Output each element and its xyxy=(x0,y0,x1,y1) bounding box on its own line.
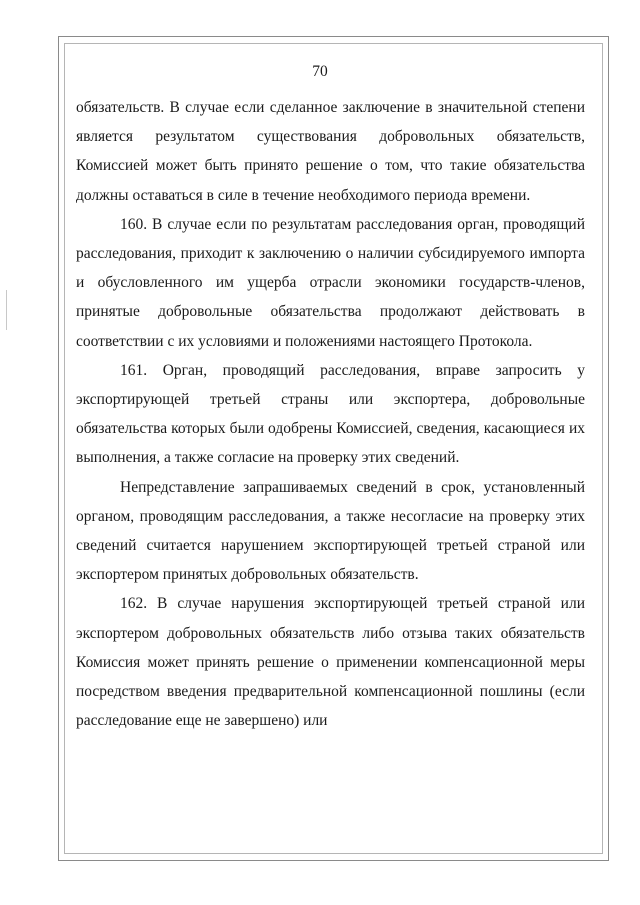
paragraph-161-continued: Непредставление запрашиваемых сведений в срок, установленный органом, проводящим расследования, а также несогласие на проверку этих сведений считается нарушением экспортирующей третьей страной или экспортером принятых добровольных обязательств. xyxy=(76,478,585,584)
paragraph-161: 161. Орган, проводящий расследования, вправе запросить у экспортирующей третьей страны или экспортера, добровольные обязательства которых были одобрены Комиссией, сведения, касающиеся их выполнения, а также согласие на проверку этих сведений. xyxy=(76,361,585,467)
page-number: 70 xyxy=(312,63,328,80)
paragraph-162: 162. В случае нарушения экспортирующей третьей страной или экспортером добровольных обязательств либо отзыва таких обязательств Комиссия может принять решение о применении компенсационной меры посредством введения предварительной компенсационной пошлины (если расследование еще не завершено) или xyxy=(76,595,585,730)
scan-edge-mark xyxy=(6,290,7,330)
document-body xyxy=(76,93,585,735)
paragraph-continuation: обязательств. В случае если сделанное заключение в значительной степени является результатом существования добровольных обязательств, Комиссией может быть принято решение о том, что такие обязательства должны оставаться в силе в течение необходимого периода времени. xyxy=(76,99,585,204)
paragraph-160: 160. В случае если по результатам расследования орган, проводящий расследования, приходит к заключению о наличии субсидируемого импорта и обусловленного им ущерба отрасли экономики государств-членов, принятые добровольные обязательства продолжают действовать в соответствии с их условиями и положениями настоящего Протокола. xyxy=(76,215,585,350)
